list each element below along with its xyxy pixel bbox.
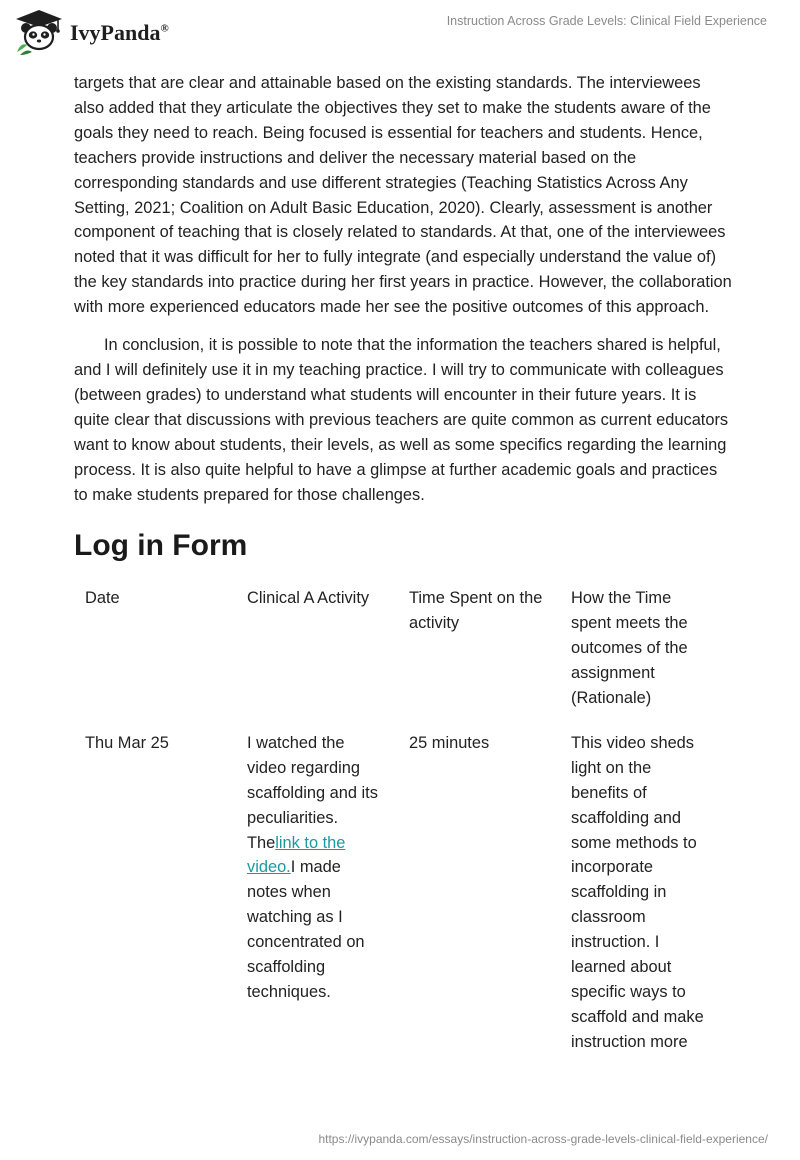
table-header-row [72, 580, 720, 725]
cell-time: 25 minutes [409, 733, 490, 752]
panda-graduate-icon [14, 8, 64, 56]
document-title: Instruction Across Grade Levels: Clinical Field Experience [446, 14, 767, 28]
video-link[interactable]: link to the video. [247, 833, 346, 877]
brand-name: IvyPanda® [70, 20, 169, 45]
activity-text-before: I watched the video regarding scaffolding and its peculiarities. The [247, 733, 378, 852]
table-row [72, 725, 720, 1069]
activity-text-after: I made notes when watching as I concentrated on scaffolding techniques. [247, 858, 365, 1001]
log-table [72, 580, 720, 1068]
cell-rationale: This video sheds light on the benefits of scaffolding and some methods to incorporate scaffolding in classroom instruction. I learned about specific ways to scaffold and make instruction more [571, 733, 704, 1051]
ivypanda-logo[interactable] [14, 8, 169, 56]
conclusion-paragraph: In conclusion, it is possible to note that the information the teachers shared is helpful, and I will definitely use it in my teaching practice. I will try to communicate with colleagues (between grades) to understand what students will encounter in their future years. It is quite clear that discussions with previous teachers are quite common as current educators want to know about students, their levels, as well as some specifics regarding the learning process. It is also quite helpful to have a glimpse at further academic goals and practices to make students prepared for those challenges. [74, 336, 729, 504]
header-date: Date [85, 589, 120, 608]
cell-date: Thu Mar 25 [85, 733, 169, 752]
header-activity: Clinical A Activity [247, 589, 370, 608]
cell-activity [234, 725, 396, 1069]
body-paragraph: targets that are clear and attainable based on the existing standards. The interviewees also added that they articulate the objectives they set to make the students aware of the goals they need to reach. Being focused is essential for teachers and students. Hence, teachers provide instructions and deliver the necessary material based on the corresponding standards and use different strategies (Teaching Statistics Across Any Setting, 2021; Coalition on Adult Basic Education, 2020). Clearly, assessment is another component of teaching that is closely related to standards. At that, one of the interviewees noted that it was difficult for her to fully integrate (and especially understand the value of) the key standards into practice during her first years in practice. However, the collaboration with more experienced educators made her see the positive outcomes of this approach. [74, 74, 732, 317]
footer-url[interactable]: https://ivypanda.com/essays/instruction-across-grade-levels-clinical-field-experience/ [318, 1132, 768, 1146]
header-rationale: How the Time spent meets the outcomes of the assignment (Rationale) [571, 589, 688, 708]
section-heading: Log in Form [74, 529, 248, 563]
essay-content [74, 71, 734, 1069]
page-header [0, 0, 800, 70]
header-time: Time Spent on the activity [409, 589, 543, 633]
